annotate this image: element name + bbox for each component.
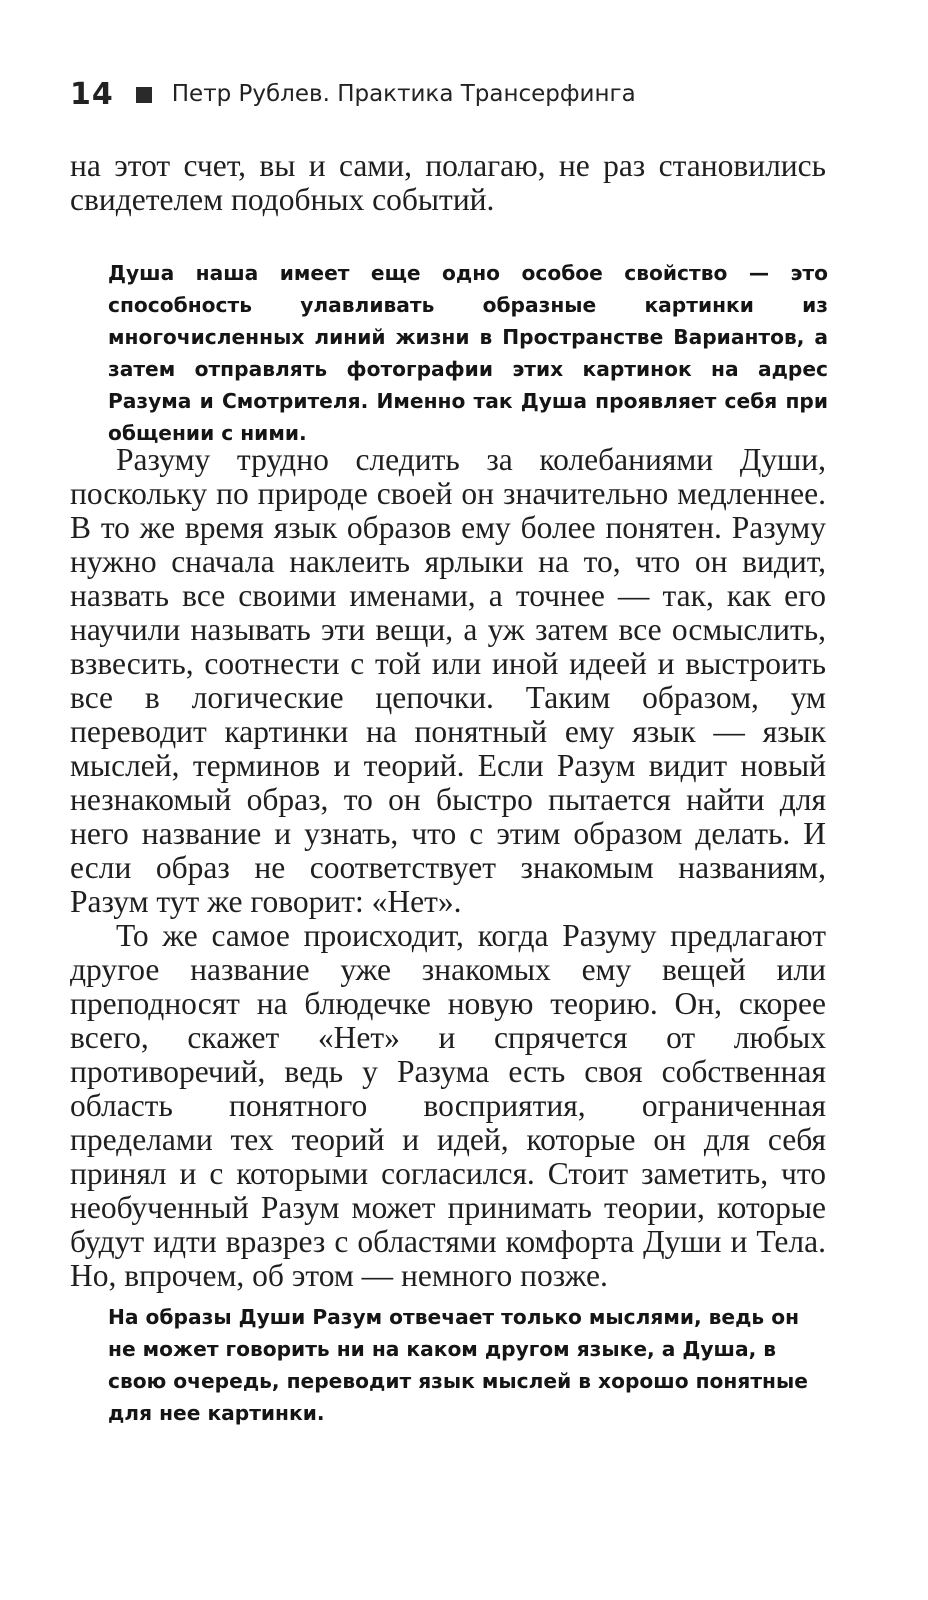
continuation-paragraph: на этот счет, вы и сами, полагаю, не раз становились свидетелем подобных событий. [70,148,826,217]
page-number: 14 [70,76,114,112]
square-bullet-icon [136,87,152,103]
paragraph-2: То же самое происходит, когда Разуму предлагают другое название уже знакомых ему вещей или преподносят на блюдечке новую теорию. Он, скорее всего, скажет «Нет» и спрячется от любых противоречий, ведь у Разума есть своя собственная область понятного восприятия, ограниченная пределами тех теорий и идей, которые он для себя принял и с которыми согласился. Стоит заметить, что необученный Разум может принимать теории, которые будут идти вразрез с областями комфорта Души и Тела. Но, впрочем, об этом — немного позже. [70,918,826,1293]
main-text [70,443,826,1293]
callout-block-1: Душа наша имеет еще одно особое свойство — это способность улавливать образные картинки из многочисленных линий жизни в Пространстве Вариантов, а затем отправлять фотографии этих картинок на адрес Разума и Смотрителя. Именно так Душа проявляет себя при общении с ними. [108,261,828,445]
callout-block-2: На образы Души Разум отвечает только мыслями, ведь он не может говорить ни на каком другом языке, а Душа, в свою очередь, переводит язык мыслей в хорошо понятные для нее картинки. [108,1305,808,1425]
running-head [70,72,870,116]
paragraph-1: Разуму трудно следить за колебаниями Души, поскольку по природе своей он значительно медленнее. В то же время язык образов ему более понятен. Разуму нужно сначала наклеить ярлыки на то, что он видит, назвать все своими именами, а точнее — так, как его научили называть эти вещи, а уж затем все осмыслить, взвесить, соотнести с той или иной идеей и выстроить все в логические цепочки. Таким образом, ум переводит картинки на понятный ему язык — язык мыслей, терминов и теорий. Если Разум видит новый незнакомый образ, то он быстро пытается найти для него название и узнать, что с этим образом делать. И если образ не соответствует знакомым названиям, Разум тут же говорит: «Нет». [70,442,826,919]
book-title: Петр Рублев. Практика Трансерфинга [171,81,636,107]
